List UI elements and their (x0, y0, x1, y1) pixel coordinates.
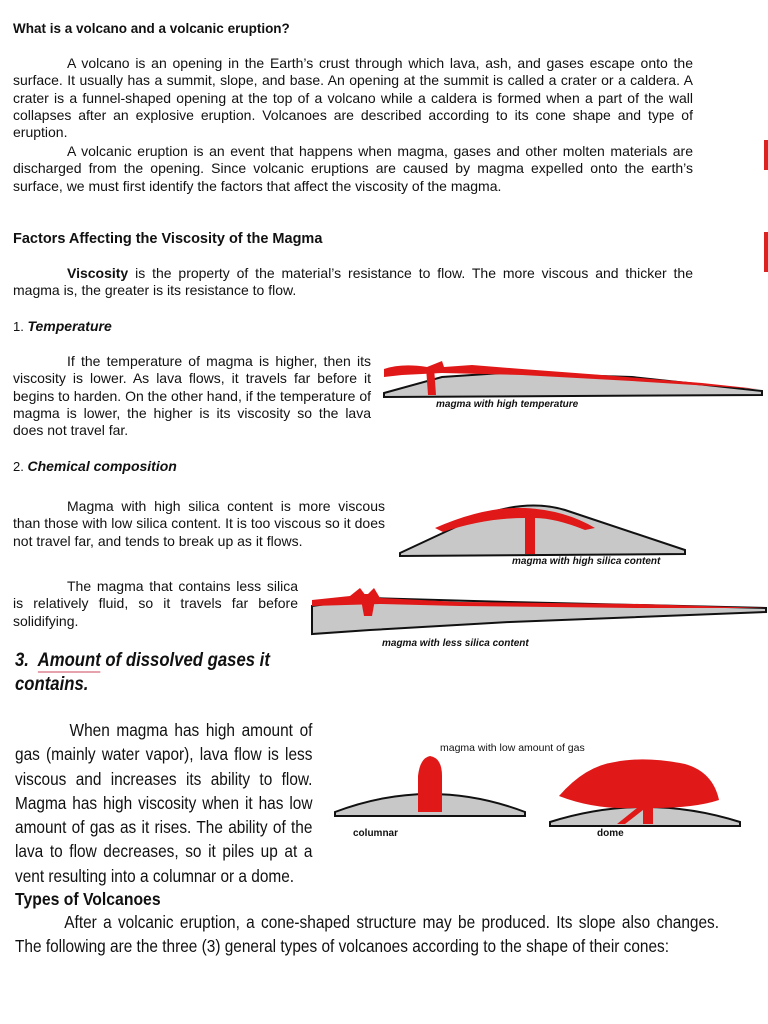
viscosity-text: is the property of the material’s resistance to flow. The more viscous and thicker the magma is, the greater is its resistance to flow. (13, 265, 693, 299)
types-text: After a volcanic eruption, a cone-shaped structure may be produced. Its slope also changes. The following are the three (3) general types of volcanoes according to the shape of their cones: (15, 912, 719, 957)
factor-3-number: 3. (15, 650, 29, 671)
viscosity-term: Viscosity (67, 265, 129, 281)
factor-3-heading-line-2: contains. (15, 674, 89, 696)
types-heading: Types of Volcanoes (15, 889, 161, 909)
factor-3-text: When magma has high amount of gas (mainly water vapor), lava flow is less viscous and increases its ability to flow. Magma has high viscosity when it has low amount of gas as it rises. The ability of the lava to flow decreases, so it piles up at a vent resulting into a columnar or a dome. (15, 720, 313, 886)
high-silica-diagram (395, 488, 695, 558)
margin-mark (764, 232, 768, 272)
factor-2-number: 2. (13, 459, 24, 474)
factor-2-heading (13, 458, 177, 474)
dome-diagram (545, 752, 745, 832)
caption-dome: dome (597, 828, 624, 839)
factor-1-title: Temperature (27, 318, 112, 334)
intro-paragraph-1: A volcano is an opening in the Earth’s crust through which lava, ash, and gases escape onto the surface. It usually has a summit, slope, and base. An opening at the summit is called a crater or a caldera. A crater is a funnel-shaped opening at the top of a volcano while a caldera is formed when a part of the wall collapses after an explosive eruption. Volcanoes are described according to its cone shape and type of eruption. (13, 55, 693, 141)
factor-2-title: Chemical composition (27, 458, 177, 474)
viscosity-definition (13, 265, 693, 300)
intro-paragraph-2: A volcanic eruption is an event that happens when magma, gases and other molten materials are discharged from the opening. Since volcanic eruptions are caused by magma expelled onto the earth’s surface, we must first identify the factors that affect the viscosity of the magma. (13, 143, 693, 194)
factor-1-heading (13, 318, 112, 334)
factor-3-heading (15, 649, 305, 698)
caption-columnar: columnar (353, 828, 399, 839)
low-silica-diagram (310, 582, 768, 638)
factor-2-text-1: Magma with high silica content is more viscous than those with low silica content. It is too viscous so it does not travel far, and tends to break up as it flows. (13, 498, 385, 549)
factor-2-text-2: The magma that contains less silica is relatively fluid, so it travels far before solidifying. (13, 578, 298, 629)
factor-1-text: If the temperature of magma is higher, then its viscosity is lower. As lava flows, it travels far before it begins to harden. On the other hand, if the temperature of magma is lower, the higher is its viscosity so the lava does not travel far. (13, 353, 372, 439)
caption-low-gas: magma with low amount of gas (440, 742, 585, 754)
caption-high-silica: magma with high silica content (512, 556, 661, 567)
factor-1-number: 1. (13, 319, 24, 334)
factor-3-title-rest: of dissolved gases it (100, 650, 270, 671)
factors-heading: Factors Affecting the Viscosity of the Magma (13, 231, 323, 247)
caption-low-silica: magma with less silica content (382, 638, 529, 649)
caption-high-temperature: magma with high temperature (436, 399, 579, 410)
columnar-diagram (330, 750, 530, 830)
page-title: What is a volcano and a volcanic eruption? (13, 21, 290, 36)
factor-3-title-word: Amount (37, 650, 101, 671)
factor-3-heading-line-1 (15, 649, 270, 673)
margin-mark (764, 140, 768, 170)
